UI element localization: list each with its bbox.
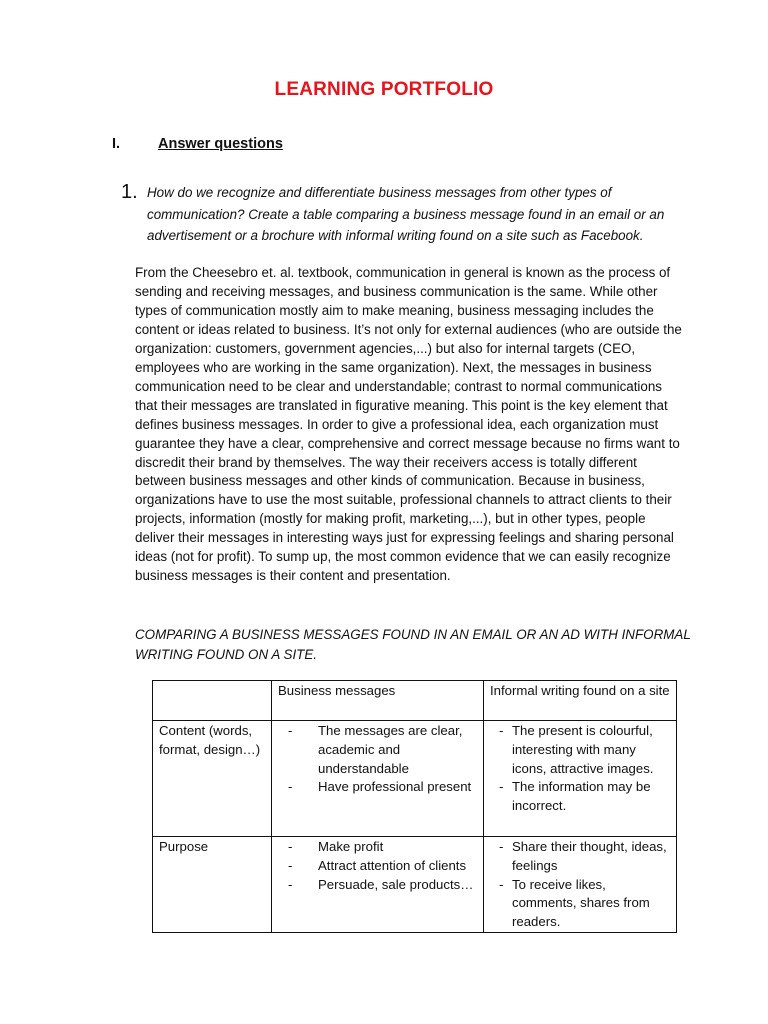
table-row bbox=[153, 837, 677, 933]
table-header-row bbox=[153, 681, 677, 721]
section-number: I. bbox=[112, 136, 121, 152]
answer-paragraph: From the Cheesebro et. al. textbook, communication in general is known as the process of sending and receiving messages, and business communication is the same. While other types of communication mostly aim to make meaning, business messaging includes the content or ideas related to business. It’s not only for external audiences (who are outside the organization: customers, government agencies,...) but also for internal targets (CEO, employees who are working in the same organization). Next, the messages in business communication need to be clear and understandable; contrast to normal communications that their messages are translated in figurative meaning. This point is the key element that defines business messages. In order to give a professional idea, each organization must guarantee they have a clear, comprehensive and correct message because no firms want to discredit their brand by themselves. The way their receivers access is totally different between business messages and other kinds of communication. Because in business, organizations have to use the most suitable, professional channels to attract clients to their projects, information (mostly for making profit, marketing,...), but in other types, people deliver their messages in interesting ways just for expressing feelings and sharing personal ideas (not for profit). To sump up, the most common evidence that we can easily recognize business messages is their content and presentation. bbox=[135, 265, 682, 584]
comparison-table bbox=[152, 680, 677, 933]
list-item: - Persuade, sale products… bbox=[278, 876, 478, 895]
list-item: - To receive likes, comments, shares from readers. bbox=[490, 876, 671, 932]
list-item: - Make profit bbox=[278, 838, 478, 857]
row-label: Purpose bbox=[153, 837, 272, 933]
list-item: - Attract attention of clients bbox=[278, 857, 478, 876]
business-cell bbox=[272, 837, 484, 933]
page-title: LEARNING PORTFOLIO bbox=[274, 79, 494, 100]
table-header-cell bbox=[153, 681, 272, 721]
list-item: - The present is colourful, interesting with many icons, attractive images. bbox=[490, 722, 671, 778]
business-cell bbox=[272, 721, 484, 837]
list-item: - The messages are clear, academic and understandable bbox=[278, 722, 478, 778]
informal-cell bbox=[484, 837, 677, 933]
comparison-heading: COMPARING A BUSINESS MESSAGES FOUND IN AN EMAIL OR AN AD WITH INFORMAL WRITING FOUND ON A SITE. bbox=[135, 627, 691, 662]
question-text: How do we recognize and differentiate business messages from other types of communication? Create a table comparing a business message found in an email or an advertisement or a brochure with informal writing found on a site such as Facebook. bbox=[147, 185, 665, 243]
list-item: - The information may be incorrect. bbox=[490, 778, 671, 816]
question-number: 1. bbox=[121, 181, 138, 203]
list-item: - Have professional present bbox=[278, 778, 478, 797]
list-item: - Share their thought, ideas, feelings bbox=[490, 838, 671, 876]
informal-cell bbox=[484, 721, 677, 837]
table-header-cell: Informal writing found on a site bbox=[484, 681, 677, 721]
section-heading bbox=[112, 136, 283, 152]
table-row bbox=[153, 721, 677, 837]
section-label: Answer questions bbox=[158, 136, 283, 152]
row-label: Content (words, format, design…) bbox=[153, 721, 272, 837]
table-header-cell: Business messages bbox=[272, 681, 484, 721]
